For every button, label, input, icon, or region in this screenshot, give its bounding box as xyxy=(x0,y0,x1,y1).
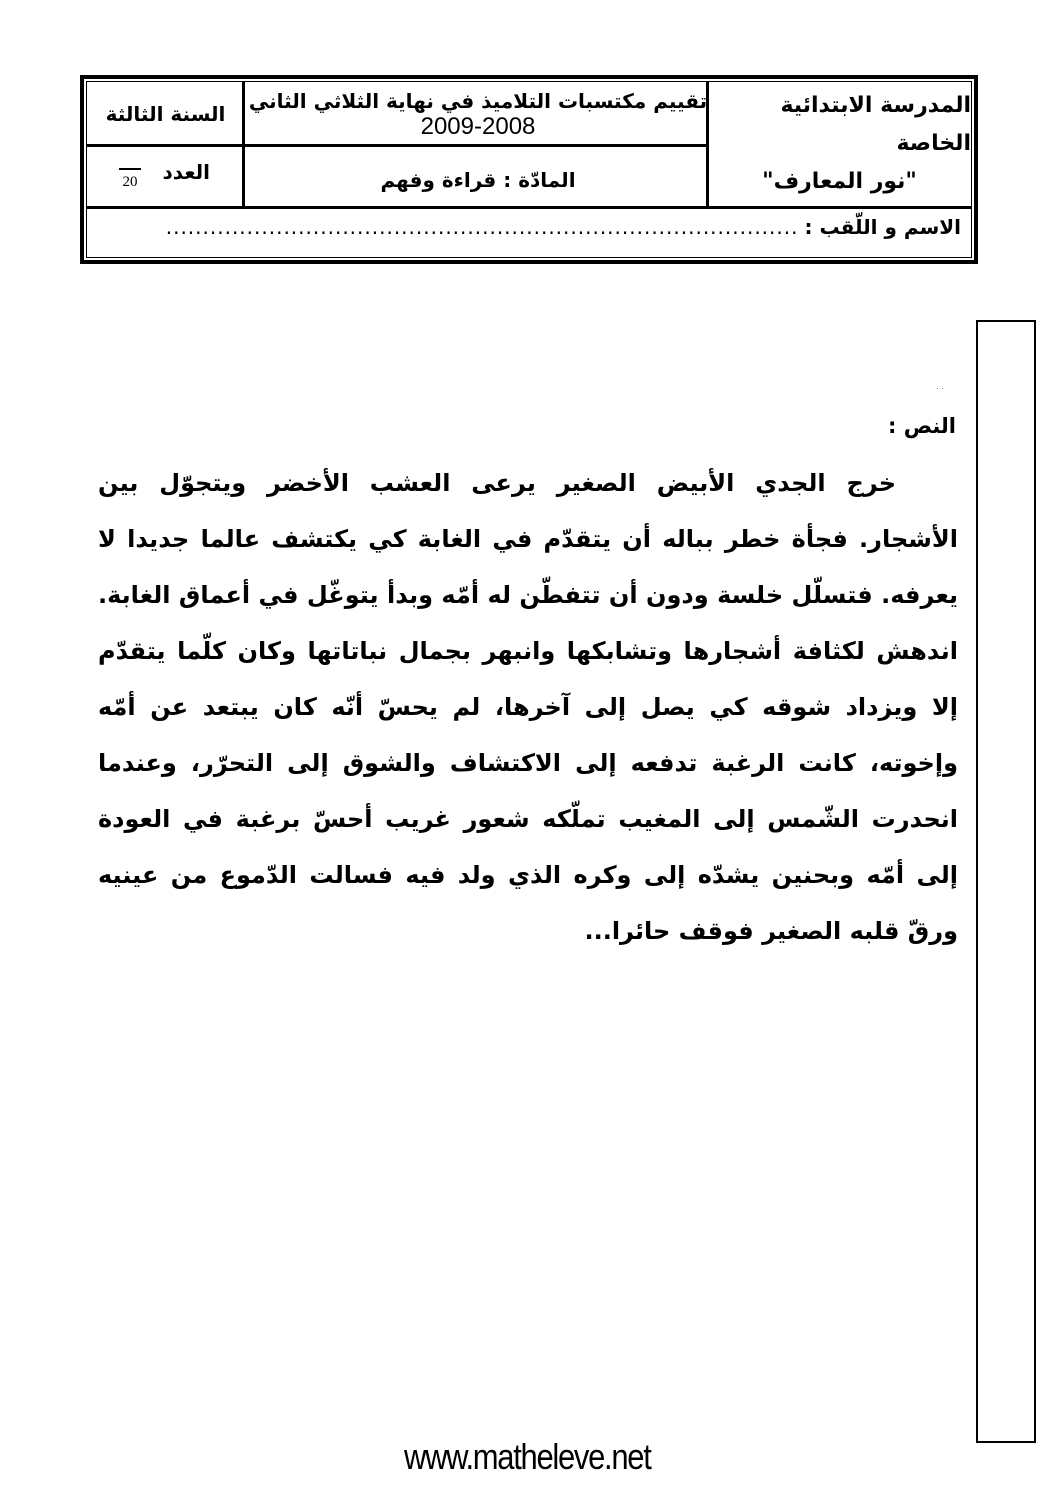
passage-text: خرج الجدي الأبيض الصغير يرعى العشب الأخضر ويتجوّل بين الأشجار. فجأة خطر بباله أن يتقدّم في الغابة كي يكتشف عالما جديدا لا يعرفه. فتسلّل خلسة ودون أن تتفطّن له أمّه وبدأ يتوغّل في أعماق الغابة. اندهش لكثافة أشجارها وتشابكها وانبهر بجمال نباتاتها وكان كلّما يتقدّم إلا ويزداد شوقه كي يصل إلى آخرها، لم يحسّ أنّه كان يبتعد عن أمّه وإخوته، كانت الرغبة تدفعه إلى الاكتشاف والشوق إلى التحرّر، وعندما انحدرت الشّمس إلى المغيب تملّكه شعور غريب أحسّ برغبة في العودة إلى أمّه وبحنين يشدّه إلى وكره الذي ولد فيه فسالت الدّموع من عينيه ورقّ قلبه الصغير فوقف حائرا... xyxy=(98,469,958,945)
student-name-row xyxy=(87,209,971,258)
score-denominator: 20 xyxy=(122,174,138,190)
name-field[interactable]: ...................................................................................... xyxy=(165,215,799,239)
stray-marks: . . xyxy=(936,382,944,391)
school-name-line2: "نور المعارف" xyxy=(762,169,917,194)
reading-passage xyxy=(98,455,958,959)
school-year: 2009-2008 xyxy=(420,112,536,140)
grade-cell xyxy=(87,82,244,145)
footer-website-link[interactable]: www.matheleve.net xyxy=(404,1436,651,1477)
score-cell xyxy=(87,148,244,206)
passage-label: النص : xyxy=(887,414,956,438)
score-label: العدد xyxy=(162,160,210,184)
school-name-cell xyxy=(708,82,971,206)
score-fraction[interactable] xyxy=(119,168,141,191)
score-blank-line xyxy=(119,168,141,170)
subject-cell xyxy=(248,148,708,206)
subject-label: المادّة : قراءة وفهم xyxy=(380,168,576,192)
name-label: الاسم و اللّقب : xyxy=(804,215,961,239)
grade-label: السنة الثالثة xyxy=(105,101,226,126)
school-name-line1: المدرسة الابتدائية الخاصة xyxy=(780,93,971,156)
exam-title-cell xyxy=(248,82,708,145)
exam-header-table xyxy=(80,75,978,264)
exam-header-inner xyxy=(86,81,972,258)
exam-title: تقييم مكتسبات التلاميذ في نهاية الثلاثي الثاني xyxy=(248,88,708,113)
grading-margin-box xyxy=(976,320,1036,1443)
